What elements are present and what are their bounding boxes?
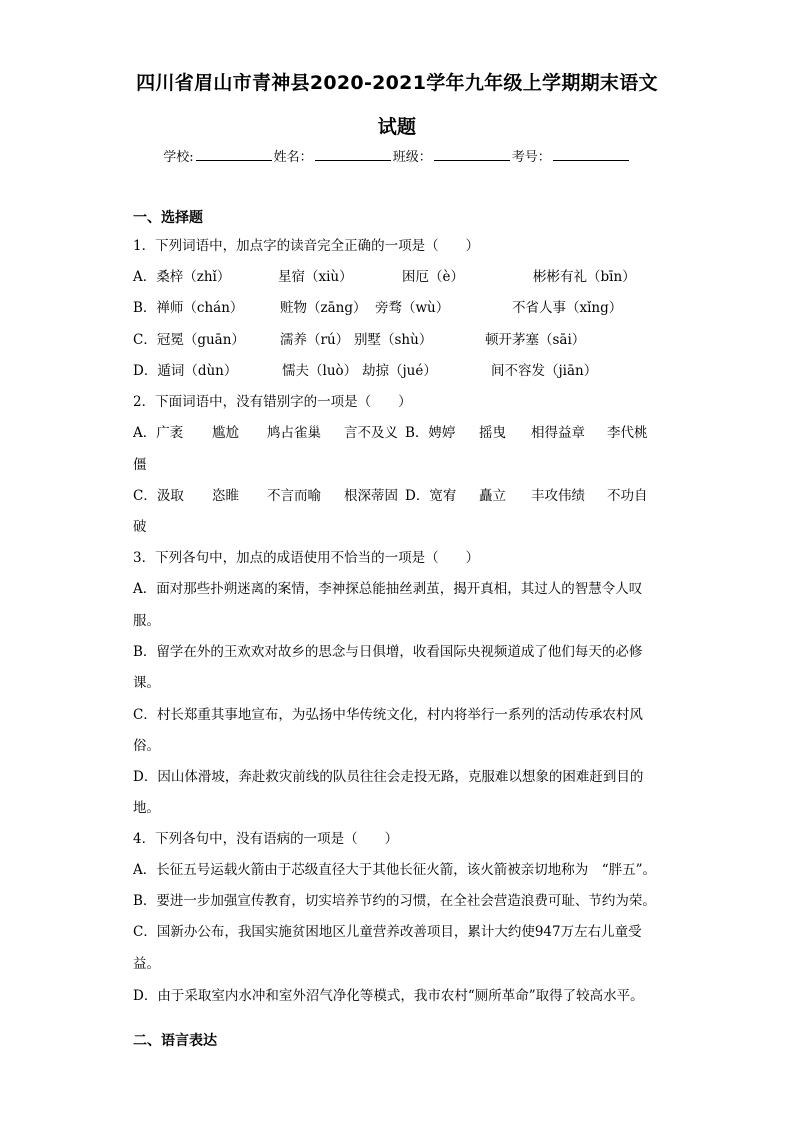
q2-c-w2: 恣睢 — [212, 488, 239, 504]
q2-a-w2: 尴尬 — [212, 425, 239, 441]
q2-d-w4: 不功自 — [607, 488, 648, 504]
q2-c-w4: 根深蒂固 — [344, 488, 398, 504]
q3-option-b-cont: 课。 — [133, 675, 160, 691]
q1-d-w4: 间不容发（jiān） — [491, 363, 598, 379]
q2-stem: 2．下面词语中，没有错别字的一项是（ ） — [133, 394, 412, 410]
q2-row-1-wrap: 僵 — [133, 457, 147, 473]
q2-c-w3: 不言而喻 — [267, 488, 321, 504]
q3-option-b: B．留学在外的王欢欢对故乡的思念与日俱增，收看国际央视频道成了他们每天的必修 — [133, 644, 643, 660]
q2-b-w3: 相得益章 — [531, 425, 585, 441]
q4-stem: 4．下列各句中，没有语病的一项是（ ） — [133, 831, 399, 847]
q1-a-w3: 困厄（è） — [402, 269, 464, 285]
page-title-cont: 试题 — [377, 116, 417, 138]
q3-option-c: C．村长郑重其事地宣布，为弘扬中华传统文化，村内将举行一系列的活动传承农村风 — [133, 707, 643, 723]
q2-a-w1: A．广袤 — [133, 425, 184, 441]
q2-d-w3: 丰攻伟绩 — [531, 488, 585, 504]
q1-a-w4: 彬彬有礼（bīn） — [533, 269, 636, 285]
school-field[interactable] — [163, 146, 273, 165]
q1-b-w2: 赃物（zāng） — [280, 300, 367, 316]
q3-option-c-cont: 俗。 — [133, 738, 160, 754]
school-blank[interactable] — [196, 147, 272, 161]
q1-c-w2: 濡养（rú） — [280, 332, 350, 348]
exam-no-blank[interactable] — [553, 147, 629, 161]
q3-option-a: A．面对那些扑朔迷离的案情，李神探总能抽丝剥茧，揭开真相，其过人的智慧令人叹 — [133, 581, 643, 597]
q2-a-w4: 言不及义 — [344, 425, 398, 441]
q2-b-w2: 摇曳 — [479, 425, 506, 441]
q1-a-w2: 星宿（xiù） — [278, 269, 353, 285]
name-label: 姓名： — [273, 150, 313, 165]
q4-option-a: A．长征五号运载火箭由于芯级直径大于其他长征火箭，该火箭被亲切地称为 “胖五”。 — [133, 862, 657, 878]
school-label: 学校: — [163, 150, 194, 165]
q3-option-d-cont: 地。 — [133, 800, 160, 816]
q1-d-w3: 劫掠（jué） — [362, 363, 437, 379]
q4-option-b: B．要进一步加强宣传教育，切实培养节约的习惯，在全社会营造浪费可耻、节约为荣。 — [133, 893, 656, 909]
class-blank[interactable] — [434, 147, 510, 161]
page-title: 四川省眉山市青神县2020-2021学年九年级上学期期末语文 — [136, 72, 658, 94]
q1-stem: 1．下列词语中，加点字的读音完全正确的一项是（ ） — [133, 238, 480, 254]
q2-a-w3: 鸠占雀巢 — [267, 425, 321, 441]
q1-b-w1: B．禅师（chán） — [133, 300, 244, 316]
student-info-row — [0, 146, 794, 165]
q4-option-c-cont: 益。 — [133, 956, 160, 972]
exam-no-field[interactable] — [512, 146, 631, 165]
q3-option-d: D．因山体滑坡，奔赴救灾前线的队员往往会走投无路，克服难以想象的困难赶到目的 — [133, 769, 644, 785]
section-heading-1: 一、选择题 — [133, 210, 203, 226]
q1-b-w4: 不省人事（xǐng） — [512, 300, 623, 316]
q1-b-w3: 旁骛（wù） — [375, 300, 450, 316]
q2-d-w2: 矗立 — [479, 488, 506, 504]
exam-no-label: 考号： — [511, 150, 551, 165]
name-field[interactable] — [274, 146, 393, 165]
q2-row-2-wrap: 破 — [133, 519, 147, 535]
q1-d-w1: D．遁词（dùn） — [133, 363, 238, 379]
q1-c-w4: 顿开茅塞（sāi） — [485, 332, 586, 348]
q4-option-c: C．国新办公布，我国实施贫困地区儿童营养改善项目，累计大约使947万左右儿童受 — [133, 924, 642, 940]
q1-c-w3: 别墅（shù） — [354, 332, 433, 348]
q4-option-d: D．由于采取室内水冲和室外沼气净化等模式，我市农村“厕所革命”取得了较高水平。 — [133, 988, 644, 1004]
name-blank[interactable] — [315, 147, 391, 161]
q3-option-a-cont: 服。 — [133, 613, 160, 629]
q1-a-w1: A．桑梓（zhǐ） — [133, 269, 231, 285]
q2-b-w1: B．娉婷 — [405, 425, 456, 441]
q2-c-w1: C．汲取 — [133, 488, 184, 504]
q3-stem: 3．下列各句中，加点的成语使用不恰当的一项是（ ） — [133, 550, 480, 566]
section-heading-2: 二、语言表达 — [133, 1033, 217, 1049]
class-field[interactable] — [393, 146, 512, 165]
q1-c-w1: C．冠冕（guān） — [133, 332, 245, 348]
q2-b-w4: 李代桃 — [607, 425, 648, 441]
q2-d-w1: D．宽宥 — [405, 488, 457, 504]
class-label: 班级： — [392, 150, 432, 165]
q1-d-w2: 懦夫（luò） — [282, 363, 358, 379]
